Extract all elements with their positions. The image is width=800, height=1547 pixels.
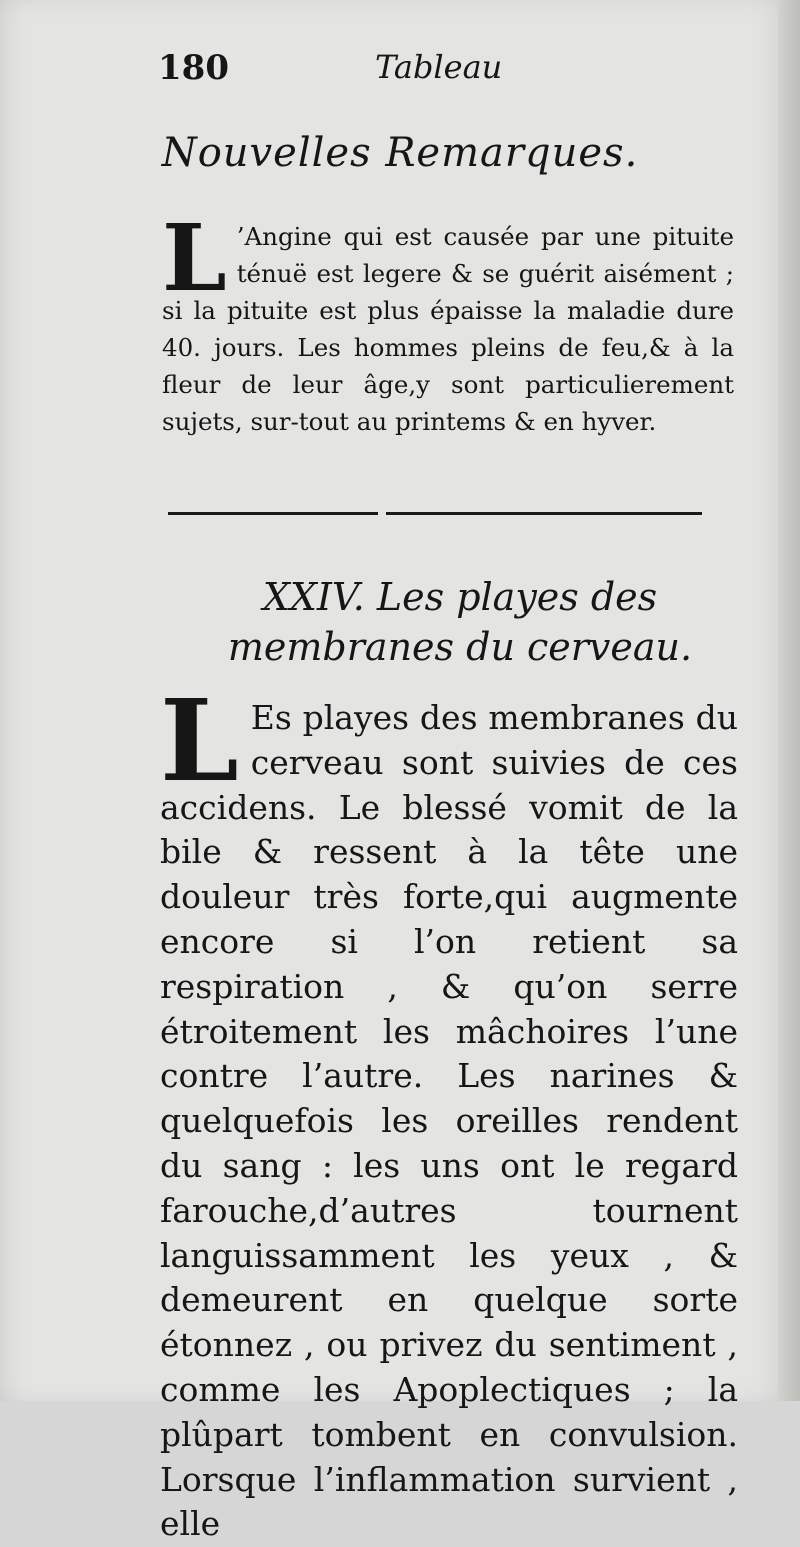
drop-cap: L [160,676,239,807]
paragraph-text: ’Angine qui est causée par une pituite ténuë est legere & se guérit aisément ; si la pituite est plus épaisse la maladie dure 40. jours. Les hommes pleins de feu,& à la fleur de leur âge,y sont particulierement sujets, sur-tout au printems & en hyver. [162,222,734,436]
section-title: Nouvelles Remarques. [161,130,639,176]
paragraph-playes [160,676,738,1547]
paragraph-angine [162,204,734,440]
section-divider-left [168,512,378,515]
section-divider-right [386,512,702,515]
running-head: Tableau [375,48,503,86]
drop-cap: L [162,204,227,312]
chapter-title: XXIV. Les playes des membranes du cerveau. [227,575,693,669]
page-edge-shadow [778,0,800,1401]
page-number: 180 [158,48,229,88]
paragraph-text: Es playes des membranes du cerveau sont suivies de ces accidens. Le blessé vomit de la bile & ressent à la tête une douleur très forte,qui augmente encore si l’on retient sa respiration , & qu’on serre étroitement les mâchoires l’une contre l’autre. Les narines & quelquefois les oreilles rendent du sang : les uns ont le regard farouche,d’autres tournent languissamment les yeux , & demeurent en quelque sorte étonnez , ou privez du sentiment , comme les Apoplectiques ; la plûpart tombent en convulsion. Lorsque l’inflammation survient , elle [160,698,738,1544]
